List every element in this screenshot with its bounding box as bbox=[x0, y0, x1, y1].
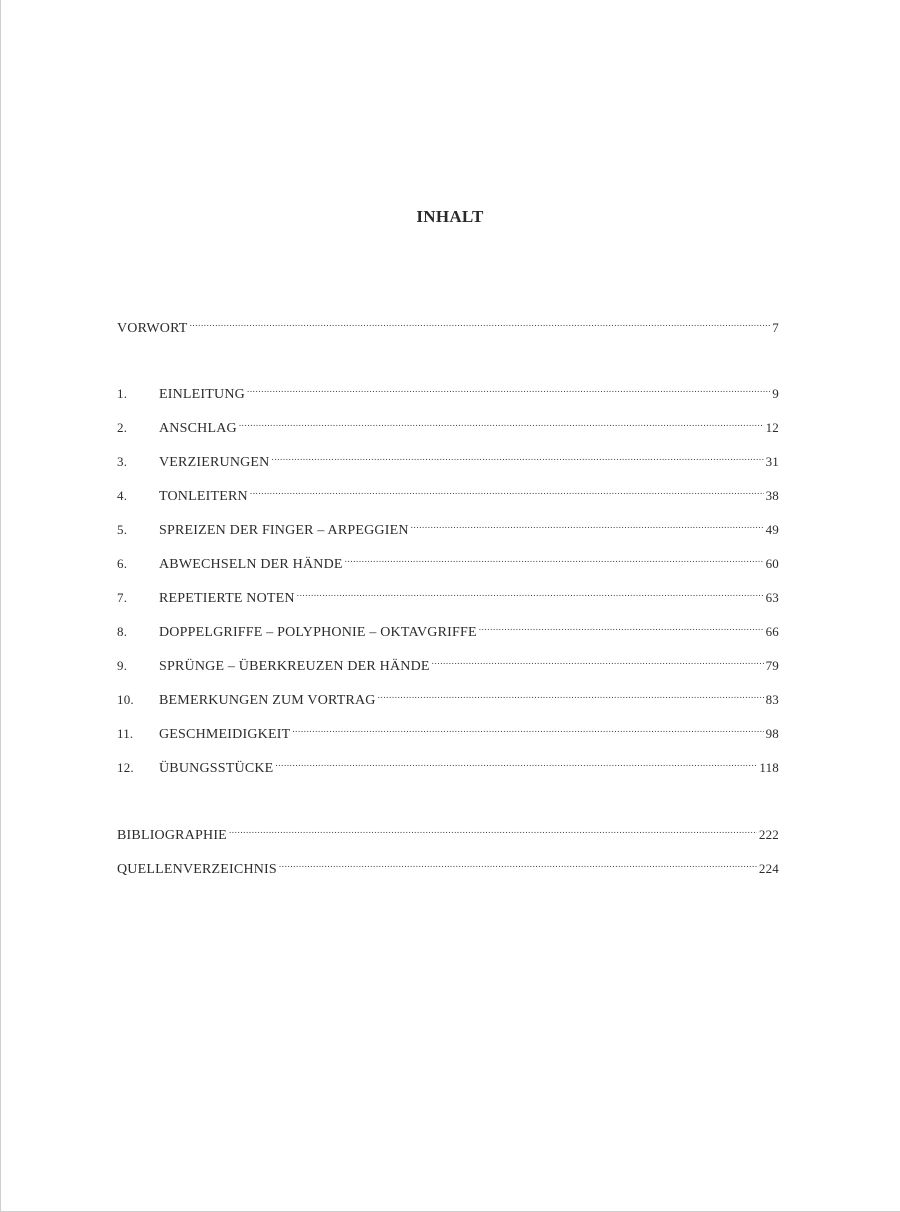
toc-entry-chapter[interactable] bbox=[117, 650, 779, 674]
dot-leader bbox=[378, 684, 764, 704]
toc-entry-chapter[interactable] bbox=[117, 752, 779, 776]
toc-entry-chapter[interactable] bbox=[117, 616, 779, 640]
toc-entry-page: 83 bbox=[765, 692, 779, 707]
dot-leader bbox=[229, 819, 757, 839]
toc-entry-quellenverzeichnis[interactable] bbox=[117, 853, 779, 877]
page-edge-left bbox=[0, 0, 1, 1212]
chapter-number: 6. bbox=[117, 556, 128, 571]
dot-leader bbox=[275, 752, 757, 772]
toc-entry-chapter[interactable] bbox=[117, 378, 779, 402]
toc-entry-label: TONLEITERN bbox=[159, 489, 248, 504]
toc-entry-page: 79 bbox=[765, 658, 779, 673]
toc-entry-label: SPREIZEN DER FINGER – ARPEGGIEN bbox=[159, 523, 409, 538]
toc-entry-page: 9 bbox=[772, 386, 779, 401]
toc-entry-label: VORWORT bbox=[117, 321, 188, 336]
chapter-number: 10. bbox=[117, 692, 134, 707]
toc-entry-label: SPRÜNGE – ÜBERKREUZEN DER HÄNDE bbox=[159, 659, 430, 674]
toc-entry-page: 98 bbox=[765, 726, 779, 741]
chapter-number: 3. bbox=[117, 454, 128, 469]
dot-leader bbox=[292, 718, 763, 738]
toc-entry-label: DOPPELGRIFFE – POLYPHONIE – OKTAVGRIFFE bbox=[159, 625, 477, 640]
toc-entry-page: 49 bbox=[765, 522, 779, 537]
toc-entry-page: 7 bbox=[772, 320, 779, 335]
chapter-number: 9. bbox=[117, 658, 128, 673]
toc-entry-page: 31 bbox=[765, 454, 779, 469]
toc-entry-page: 118 bbox=[759, 760, 779, 775]
chapter-number: 12. bbox=[117, 760, 134, 775]
dot-leader bbox=[411, 514, 764, 534]
toc-entry-chapter[interactable] bbox=[117, 684, 779, 708]
page-title: INHALT bbox=[416, 207, 484, 226]
toc-entry-vorwort[interactable] bbox=[117, 312, 779, 336]
toc-entry-chapter[interactable] bbox=[117, 480, 779, 504]
toc-entry-label: QUELLENVERZEICHNIS bbox=[117, 862, 277, 877]
dot-leader bbox=[239, 412, 764, 432]
toc-entry-chapter[interactable] bbox=[117, 514, 779, 538]
toc-entry-label: REPETIERTE NOTEN bbox=[159, 591, 295, 606]
toc-entry-label: GESCHMEIDIGKEIT bbox=[159, 727, 291, 742]
chapter-number: 1. bbox=[117, 386, 128, 401]
toc-entry-page: 224 bbox=[758, 861, 779, 876]
toc-entry-label: EINLEITUNG bbox=[159, 387, 245, 402]
chapter-number: 2. bbox=[117, 420, 128, 435]
chapter-number: 5. bbox=[117, 522, 128, 537]
toc-entry-label: BIBLIOGRAPHIE bbox=[117, 828, 227, 843]
chapter-number: 8. bbox=[117, 624, 128, 639]
chapter-number: 4. bbox=[117, 488, 128, 503]
toc-entry-label: ÜBUNGSSTÜCKE bbox=[159, 761, 274, 776]
toc-entry-chapter[interactable] bbox=[117, 582, 779, 606]
toc-entry-chapter[interactable] bbox=[117, 718, 779, 742]
chapter-number: 11. bbox=[117, 726, 134, 741]
toc-entry-chapter[interactable] bbox=[117, 548, 779, 572]
chapter-number: 7. bbox=[117, 590, 128, 605]
toc-entry-label: VERZIERUNGEN bbox=[159, 455, 270, 470]
dot-leader bbox=[190, 312, 771, 332]
toc-entry-label: ANSCHLAG bbox=[159, 421, 237, 436]
dot-leader bbox=[345, 548, 764, 568]
dot-leader bbox=[432, 650, 764, 670]
toc-entry-label: BEMERKUNGEN ZUM VORTRAG bbox=[159, 693, 376, 708]
toc-entry-chapter[interactable] bbox=[117, 446, 779, 470]
dot-leader bbox=[272, 446, 764, 466]
toc-entry-page: 222 bbox=[758, 827, 779, 842]
toc-entry-page: 60 bbox=[765, 556, 779, 571]
toc-entry-label: ABWECHSELN DER HÄNDE bbox=[159, 557, 343, 572]
toc-entry-page: 63 bbox=[765, 590, 779, 605]
toc-entry-page: 66 bbox=[765, 624, 779, 639]
toc-entry-bibliographie[interactable] bbox=[117, 819, 779, 843]
dot-leader bbox=[247, 378, 770, 398]
dot-leader bbox=[279, 853, 757, 873]
toc-entry-chapter[interactable] bbox=[117, 412, 779, 436]
dot-leader bbox=[479, 616, 764, 636]
toc-entry-page: 12 bbox=[765, 420, 779, 435]
dot-leader bbox=[297, 582, 764, 602]
toc-entry-page: 38 bbox=[765, 488, 779, 503]
dot-leader bbox=[250, 480, 764, 500]
